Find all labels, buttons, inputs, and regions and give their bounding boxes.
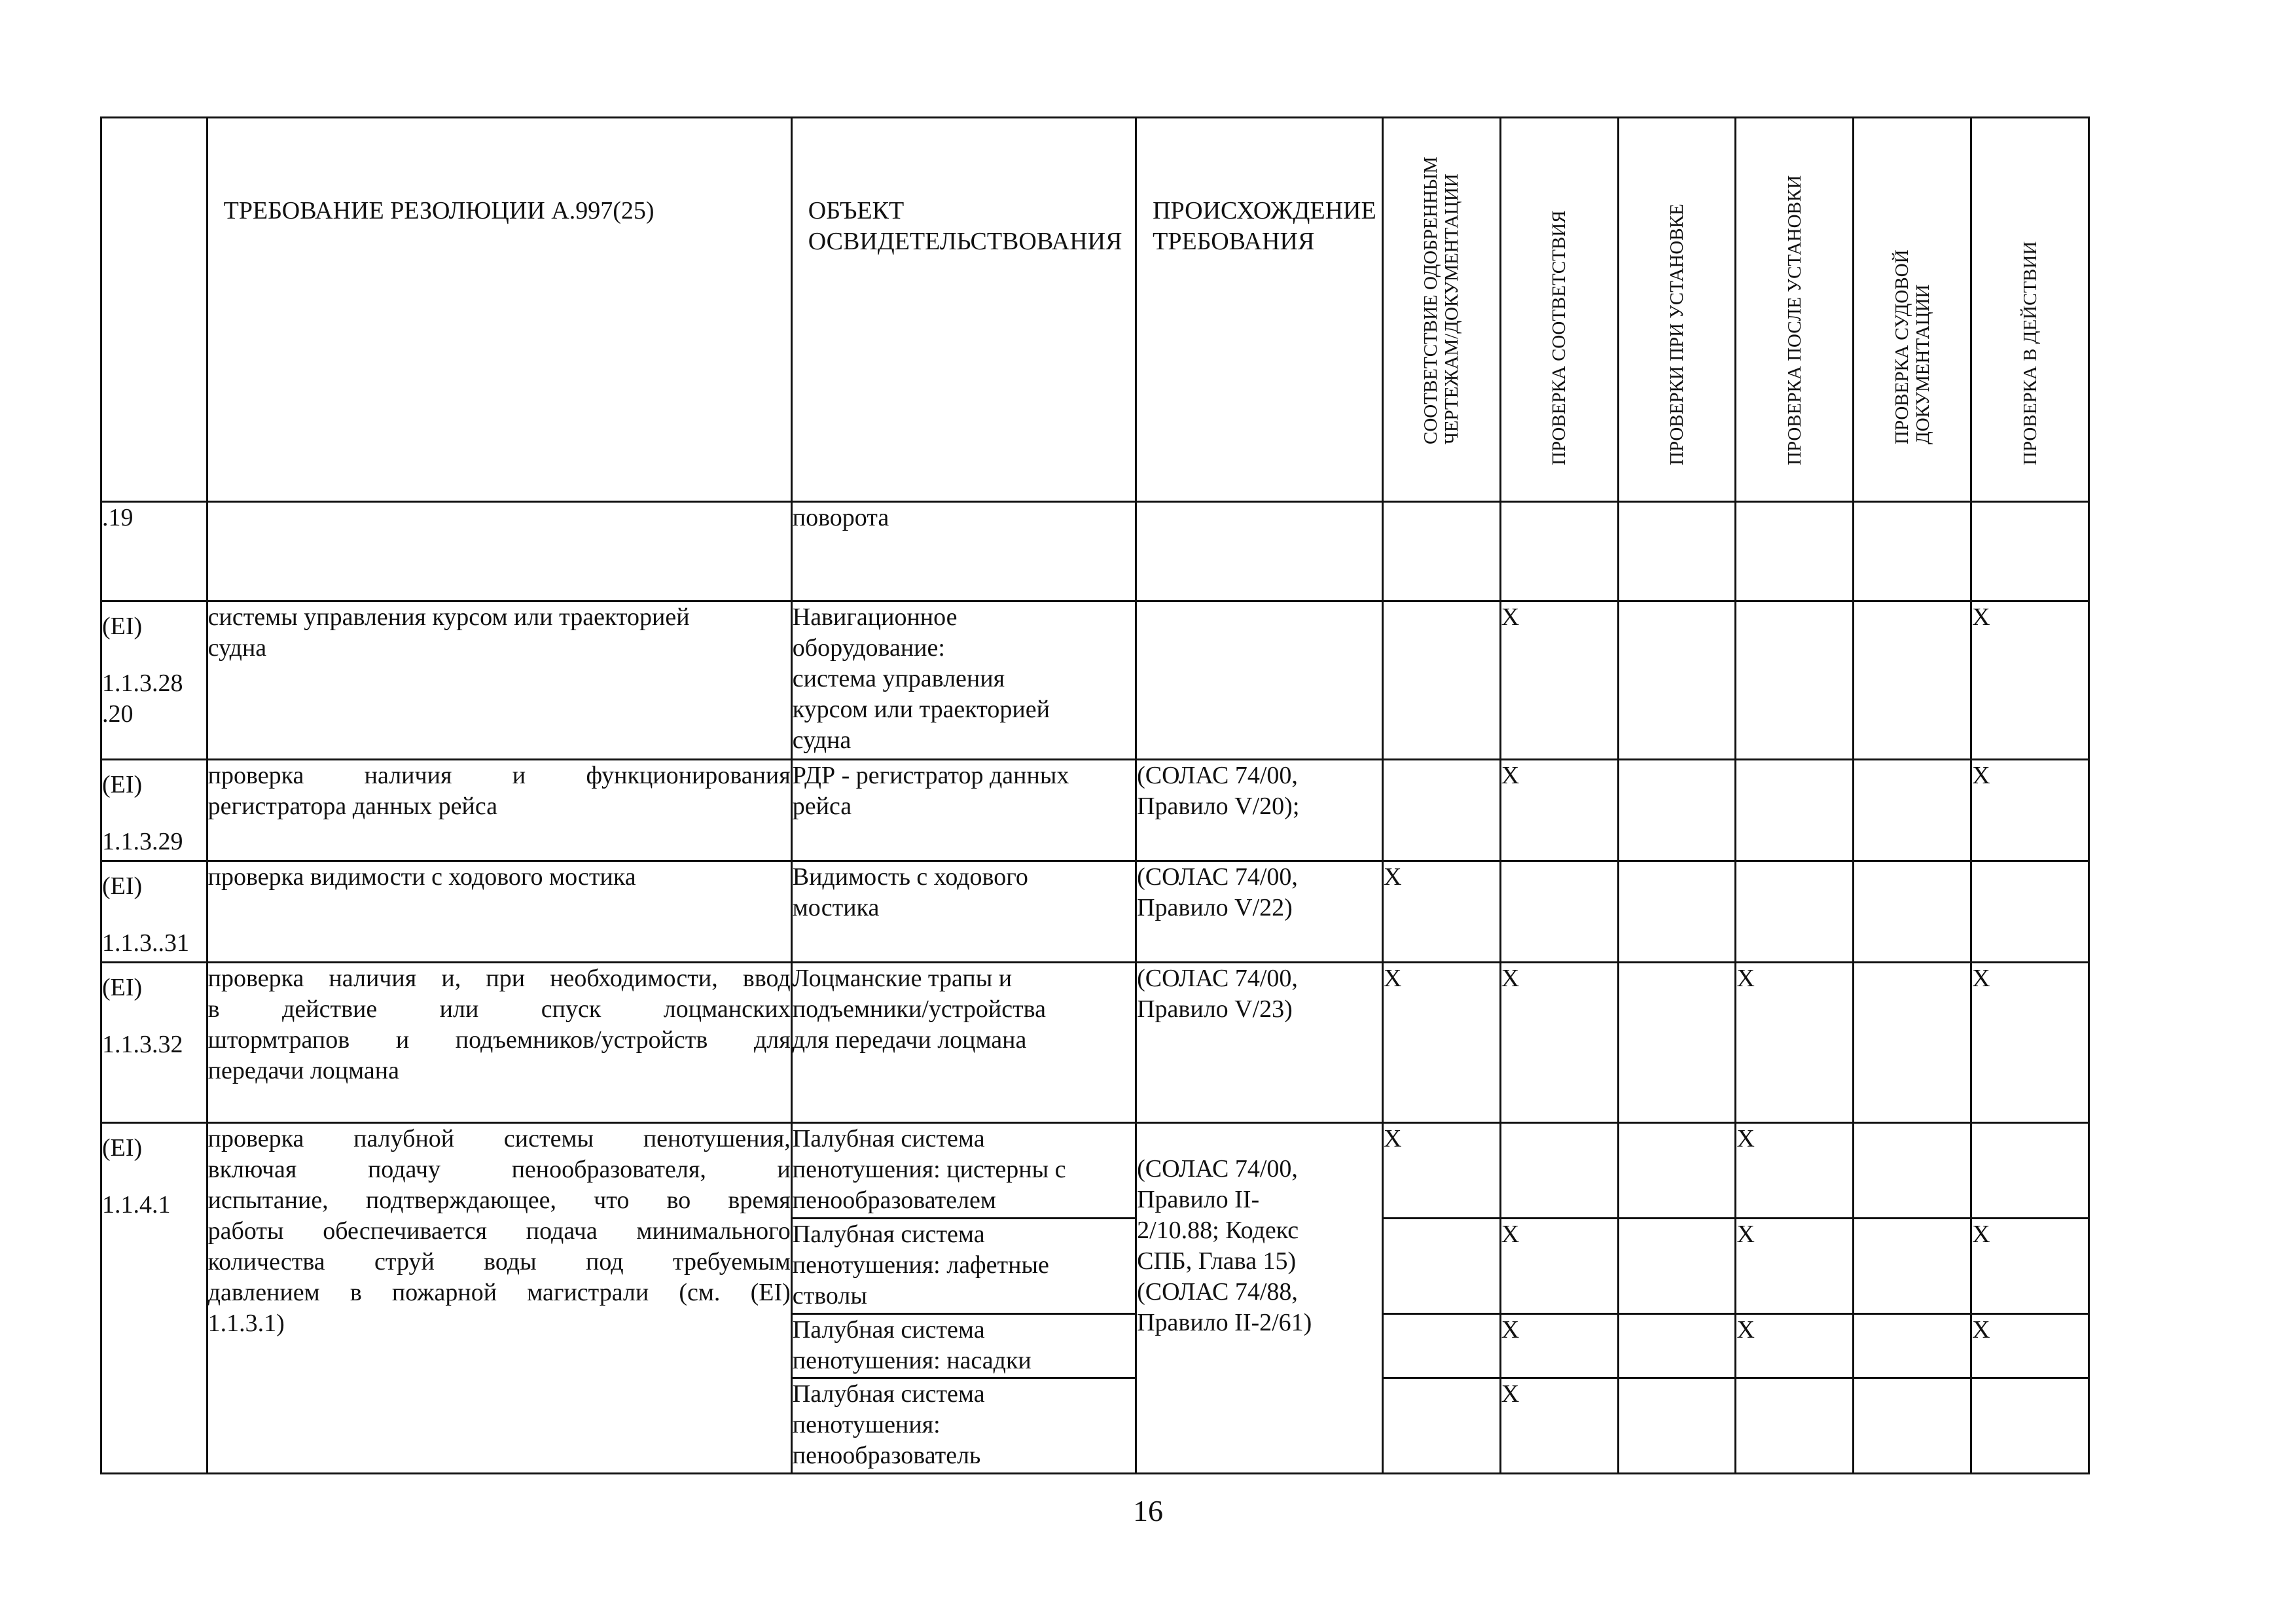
header-post-installation-check: ПРОВЕРКА ПОСЛЕ УСТАНОВКИ — [1736, 118, 1854, 502]
item-number: (EI) 1.1.3.29 — [101, 760, 207, 861]
header-num — [101, 118, 207, 502]
item-number: (EI) 1.1.3..31 — [101, 861, 207, 963]
table-row — [101, 760, 2089, 861]
check-mark: X — [1382, 1123, 1500, 1219]
header-compliance-check: ПРОВЕРКА СООТВЕТСТВИЯ — [1500, 118, 1618, 502]
origin-cell: (СОЛАС 74/00, Правило V/22) — [1136, 861, 1383, 963]
object-cell: Видимость с ходового мостика — [791, 861, 1136, 963]
check-mark: X — [1971, 601, 2089, 760]
table-row — [101, 1123, 2089, 1219]
table-row — [101, 601, 2089, 760]
origin-cell: (СОЛАС 74/00, Правило II- 2/10.88; Кодекс СПБ, Глава 15) (СОЛАС 74/88, Правило II-2/61) — [1136, 1123, 1383, 1474]
requirement-cell: системы управления курсом или траекторией судна — [207, 601, 791, 760]
object-cell: поворота — [791, 502, 1136, 601]
header-object: ОБЪЕКТ ОСВИДЕТЕЛЬСТВОВАНИЯ — [791, 118, 1136, 502]
item-number: (EI) 1.1.3.32 — [101, 963, 207, 1123]
object-cell: Палубная система пенотушения: пенообразователь — [791, 1378, 1136, 1474]
check-mark: X — [1382, 861, 1500, 963]
origin-cell: (СОЛАС 74/00, Правило V/20); — [1136, 760, 1383, 861]
header-approved-drawings: СООТВЕТСТВИЕ ОДОБРЕННЫМ ЧЕРТЕЖАМ/ДОКУМЕНТАЦИИ — [1382, 118, 1500, 502]
requirement-cell: проверка наличия и функционирования регистратора данных рейса — [207, 760, 791, 861]
check-mark: X — [1971, 1219, 2089, 1314]
check-mark: X — [1500, 601, 1618, 760]
check-mark: X — [1500, 1219, 1618, 1314]
check-mark: X — [1971, 1314, 2089, 1378]
object-cell: Палубная система пенотушения: цистерны с пенообразователем — [791, 1123, 1136, 1219]
table-row — [101, 963, 2089, 1123]
table-row — [101, 502, 2089, 601]
page-number: 16 — [1133, 1494, 1163, 1527]
origin-cell: (СОЛАС 74/00, Правило V/23) — [1136, 963, 1383, 1123]
requirement-cell — [207, 502, 791, 601]
check-mark: X — [1736, 963, 1854, 1123]
check-mark: X — [1971, 963, 2089, 1123]
item-number: (EI) 1.1.4.1 — [101, 1123, 207, 1474]
check-mark: X — [1736, 1314, 1854, 1378]
header-ship-documentation: ПРОВЕРКА СУДОВОЙ ДОКУМЕНТАЦИИ — [1854, 118, 1971, 502]
check-mark: X — [1500, 963, 1618, 1123]
check-mark: X — [1500, 1378, 1618, 1474]
header-origin: ПРОИСХОЖДЕНИЕ ТРЕБОВАНИЯ — [1136, 118, 1383, 502]
check-mark: X — [1382, 963, 1500, 1123]
header-operation-check: ПРОВЕРКА В ДЕЙСТВИИ — [1971, 118, 2089, 502]
header-row — [101, 118, 2089, 502]
check-mark: X — [1500, 1314, 1618, 1378]
check-mark: X — [1736, 1123, 1854, 1219]
inspection-table — [100, 116, 2090, 1474]
origin-cell — [1136, 601, 1383, 760]
object-cell: РДР - регистратор данных рейса — [791, 760, 1136, 861]
check-mark: X — [1500, 760, 1618, 861]
header-requirement: ТРЕБОВАНИЕ РЕЗОЛЮЦИИ А.997(25) — [207, 118, 791, 502]
table-row — [101, 861, 2089, 963]
item-number: (EI) 1.1.3.28 .20 — [101, 601, 207, 760]
check-mark: X — [1736, 1219, 1854, 1314]
item-number: .19 — [101, 502, 207, 601]
object-cell: Палубная система пенотушения: лафетные стволы — [791, 1219, 1136, 1314]
object-cell: Навигационное оборудование: система управления курсом или траекторией судна — [791, 601, 1136, 760]
header-installation-check: ПРОВЕРКИ ПРИ УСТАНОВКЕ — [1618, 118, 1736, 502]
object-cell: Палубная система пенотушения: насадки — [791, 1314, 1136, 1378]
requirement-cell: проверка видимости с ходового мостика — [207, 861, 791, 963]
check-mark: X — [1971, 760, 2089, 861]
object-cell: Лоцманские трапы и подъемники/устройства для передачи лоцмана — [791, 963, 1136, 1123]
requirement-cell: проверка палубной системы пенотушения, включая подачу пенообразователя, и испытание, подтверждающее, что во время работы обеспечивается подача минимального количества струй воды под требуемым давлением в пожарной магистрали (см. (EI) 1.1.3.1) — [207, 1123, 791, 1474]
requirement-cell: проверка наличия и, при необходимости, ввод в действие или спуск лоцманских штормтрапов и подъемников/устройств для передачи лоцмана — [207, 963, 791, 1123]
origin-cell — [1136, 502, 1383, 601]
